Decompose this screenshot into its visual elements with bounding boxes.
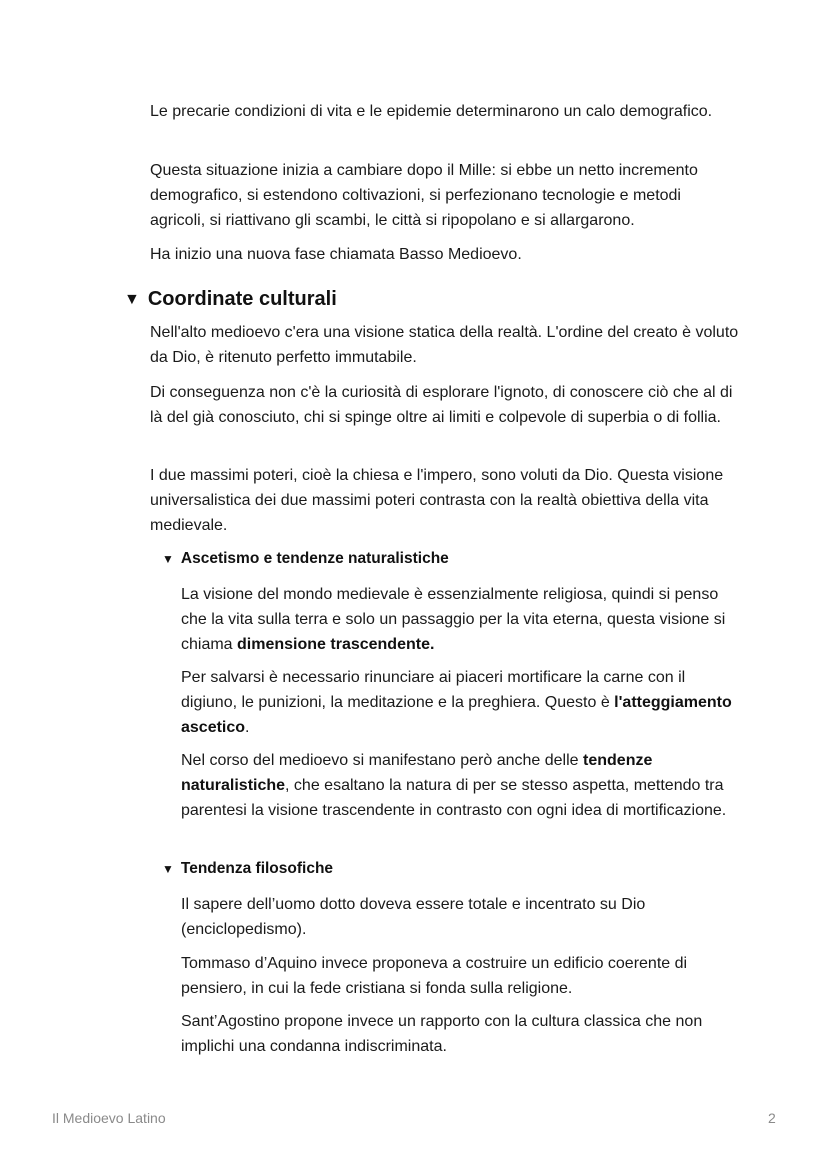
sub1-p3-bold: tendenze naturalistiche	[181, 752, 653, 794]
sub1-p1-text: La visione del mondo medievale è essenzialmente religiosa, quindi si penso che la vita sulla terra e solo un passaggio per la vita eterna, questa visione si chiama	[181, 586, 726, 653]
footer-page-number: 2	[768, 1110, 776, 1126]
toggle-triangle-icon[interactable]: ▼	[162, 552, 174, 566]
sub2-paragraph-2: Tommaso d’Aquino invece proponeva a costruire un edificio coerente di pensiero, in cui la fede cristiana si fonda sulla religione.	[181, 955, 688, 997]
sub2-paragraph-1: Il sapere dell’uomo dotto doveva essere totale e incentrato su Dio (enciclopedismo).	[181, 896, 646, 938]
section1-paragraph-1: Nell'alto medioevo c'era una visione statica della realtà. L'ordine del creato è voluto da Dio, è ritenuto perfetto immutabile.	[150, 324, 739, 366]
sub2-paragraph-3: Sant’Agostino propone invece un rapporto con la cultura classica che non implichi una condanna indiscriminata.	[181, 1013, 703, 1055]
sub1-p2-end: .	[245, 719, 250, 736]
subsection-heading-tendenza-filosofiche[interactable]	[162, 860, 333, 878]
sub1-p3-end: , che esaltano la natura di per se stesso aspetta, mettendo tra parentesi la visione trascendente in contrasto con ogni idea di mortificazione.	[181, 777, 727, 819]
section1-paragraph-2: Di conseguenza non c'è la curiosità di esplorare l'ignoto, di conoscere ciò che al di là del già conosciuto, chi si spinge oltre ai limiti e colpevole di superbia o di follia.	[150, 384, 733, 426]
toggle-triangle-icon[interactable]: ▼	[124, 290, 140, 308]
sub1-paragraph-1	[181, 582, 741, 657]
section1-paragraph-3: I due massimi poteri, cioè la chiesa e l'impero, sono voluti da Dio. Questa visione universalistica dei due massimi poteri contrasta con la realtà obiettiva della vita medievale.	[150, 467, 724, 534]
sub1-paragraph-3	[181, 748, 741, 823]
sub1-p2-text: Per salvarsi è necessario rinunciare ai piaceri mortificare la carne con il digiuno, le punizioni, la meditazione e la preghiera. Questo è	[181, 669, 686, 711]
section-heading-coordinate-culturali[interactable]	[124, 288, 337, 311]
section-title: Coordinate culturali	[147, 288, 337, 310]
sub1-p2-bold: l'atteggiamento ascetico	[181, 694, 732, 736]
sub1-paragraph-2	[181, 665, 741, 740]
intro-paragraph-1: Le precarie condizioni di vita e le epidemie determinarono un calo demografico.	[150, 103, 713, 120]
subsection-heading-ascetismo[interactable]	[162, 550, 449, 568]
toggle-triangle-icon[interactable]: ▼	[162, 862, 174, 876]
intro-paragraph-3: Ha inizio una nuova fase chiamata Basso Medioevo.	[150, 246, 522, 263]
subsection-title: Ascetismo e tendenze naturalistiche	[180, 550, 449, 567]
sub1-p3-start: Nel corso del medioevo si manifestano però anche delle	[181, 752, 584, 769]
footer-document-title: Il Medioevo Latino	[52, 1110, 166, 1126]
sub1-p1-bold: dimensione trascendente.	[237, 636, 435, 653]
intro-paragraph-2: Questa situazione inizia a cambiare dopo il Mille: si ebbe un netto incremento demografico, si estendono coltivazioni, si perfezionano tecnologie e metodi agricoli, si riattivano gli scambi, le città si ripopolano e si allargarono.	[150, 162, 698, 229]
subsection-title: Tendenza filosofiche	[180, 860, 334, 877]
